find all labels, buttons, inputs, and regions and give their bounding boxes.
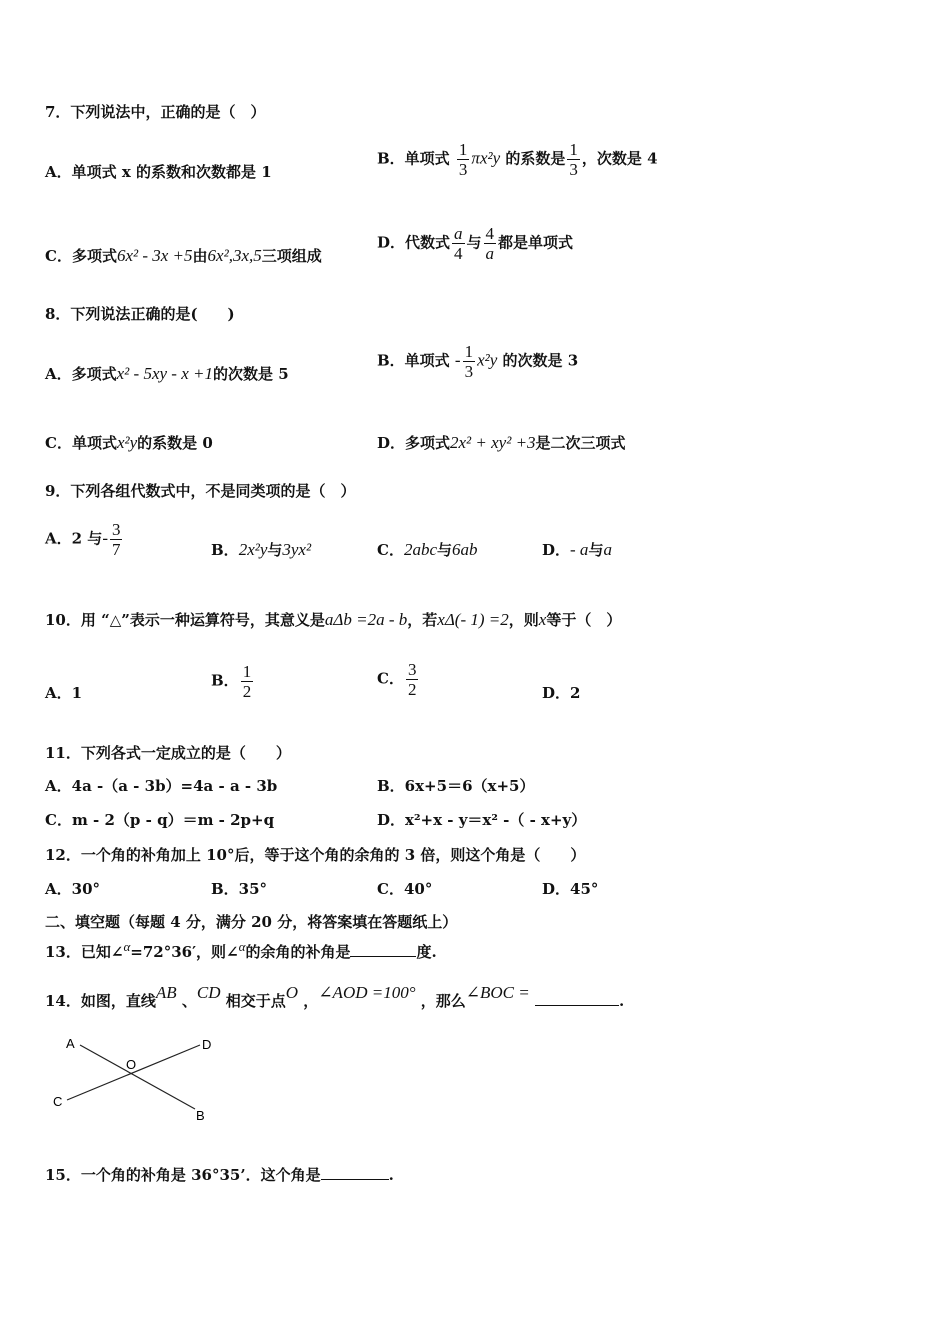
q12-option-d: D．45° [542, 880, 599, 898]
q12-option-c: C．40° [377, 880, 433, 898]
q10-option-d: D．2 [542, 684, 581, 702]
fraction: $\frac{1}{3}$ [569, 140, 578, 179]
fraction: $\frac{3}{7}$ [111, 520, 121, 559]
q11-option-a: A．4a -（a - 3b）=4a - a - 3b [45, 777, 278, 795]
q12-option-b: B．35° [211, 880, 268, 898]
math-expr: aΔb =2a - b [324, 610, 408, 629]
fraction: $\frac{1}{3}$ [464, 342, 474, 381]
q7-option-a: A．单项式 x 的系数和次数都是 1 [45, 163, 272, 181]
math-expr: x²y [116, 433, 138, 452]
label-o: O [126, 1057, 137, 1072]
line-cd [67, 1045, 200, 1100]
q9-option-d: D．- a与a [542, 540, 612, 559]
fraction: $\frac{a}{4}$ [454, 224, 463, 263]
math-expr: 2x² + xy² +3 [450, 433, 536, 452]
q8-option-c: C．单项式x²y的系数是 0 [45, 433, 213, 452]
q9-option-a: A．2 与- $\frac{3}{7}$ [45, 520, 121, 559]
q8-option-a: A．多项式x² - 5xy - x +1的次数是 5 [45, 364, 289, 383]
q7-option-b [377, 140, 658, 179]
fraction: $\frac{4}{a}$ [485, 224, 495, 263]
intersecting-lines-figure [50, 1030, 220, 1125]
answer-blank[interactable] [535, 1005, 619, 1006]
label-c: C [53, 1094, 63, 1109]
q13-text: 13．已知∠α=72°36′，则∠α的余角的补角是 度. [45, 939, 437, 961]
q7-option-c: C．多项式6x² - 3x +5由6x²,3x,5三项组成 [45, 246, 322, 265]
q10-option-a: A．1 [45, 684, 83, 702]
q12-stem: 12．一个角的补角加上 10°后，等于这个角的余角的 3 倍，则这个角是（ ） [45, 846, 586, 864]
q9-option-b: B．2x²y与3yx² [211, 540, 312, 559]
q11-option-b: B．6x+5＝6（x+5） [377, 777, 535, 795]
q11-option-d: D．x²+x - y＝x² -（ - x+y） [377, 811, 587, 829]
q10-option-b: B． $\frac{1}{2}$ [211, 662, 252, 701]
q8-option-b: B．单项式 - $\frac{1}{3}$ x²y 的次数是 3 [377, 342, 579, 381]
label-a: A [66, 1036, 75, 1051]
fraction: $\frac{1}{3}$ [458, 140, 468, 179]
answer-blank[interactable] [321, 1179, 389, 1180]
label-d: D [202, 1037, 212, 1052]
q7-b-mid: 的系数是 [505, 149, 566, 168]
q10-stem: 10．用 “△”表示一种运算符号，其意义是aΔb =2a - b，若xΔ(- 1) =2，则x等于（ ） [45, 610, 622, 629]
q7-b-prefix: B．单项式 [377, 149, 450, 168]
label-b: B [196, 1108, 205, 1123]
math-expr: x²y [477, 350, 498, 370]
q8-option-d: D．多项式2x² + xy² +3是二次三项式 [377, 433, 626, 452]
fraction: $\frac{1}{2}$ [242, 662, 252, 701]
answer-blank[interactable] [350, 956, 416, 957]
q12-option-a: A．30° [45, 880, 101, 898]
q9-option-c: C．2abc与6ab [377, 540, 478, 559]
q7-b-post: ，次数是 4 [581, 149, 658, 168]
q8-stem: 8．下列说法正确的是( ) [45, 305, 235, 323]
q14-text: 14．如图，直线AB 、CD 相交于点O ，∠AOD =100° ，那么∠BOC = . [45, 983, 625, 1010]
math-expr: xΔ(- 1) =2 [437, 610, 509, 629]
math-expr: 6x²,3x,5 [207, 246, 262, 265]
q9-stem: 9．下列各组代数式中，不是同类项的是（ ） [45, 482, 356, 500]
math-expr: x² - 5xy - x +1 [116, 364, 213, 383]
q10-option-c: C． $\frac{3}{2}$ [377, 660, 417, 699]
q15-text: 15．一个角的补角是 36°35’．这个角是 . [45, 1166, 394, 1184]
q11-stem: 11．下列各式一定成立的是（ ） [45, 744, 291, 762]
q11-option-c: C．m - 2（p - q）＝m - 2p+q [45, 811, 275, 829]
q7-stem: 7．下列说法中，正确的是（ ） [45, 103, 266, 121]
math-expr: πx²y [471, 148, 501, 168]
math-expr: 6x² - 3x +5 [116, 246, 193, 265]
q7-option-d: D．代数式 $\frac{a}{4}$ 与 $\frac{4}{a}$ 都是单项式 [377, 224, 574, 263]
section-heading: 二、填空题（每题 4 分，满分 20 分，将答案填在答题纸上） [45, 913, 458, 931]
fraction: $\frac{3}{2}$ [407, 660, 417, 699]
